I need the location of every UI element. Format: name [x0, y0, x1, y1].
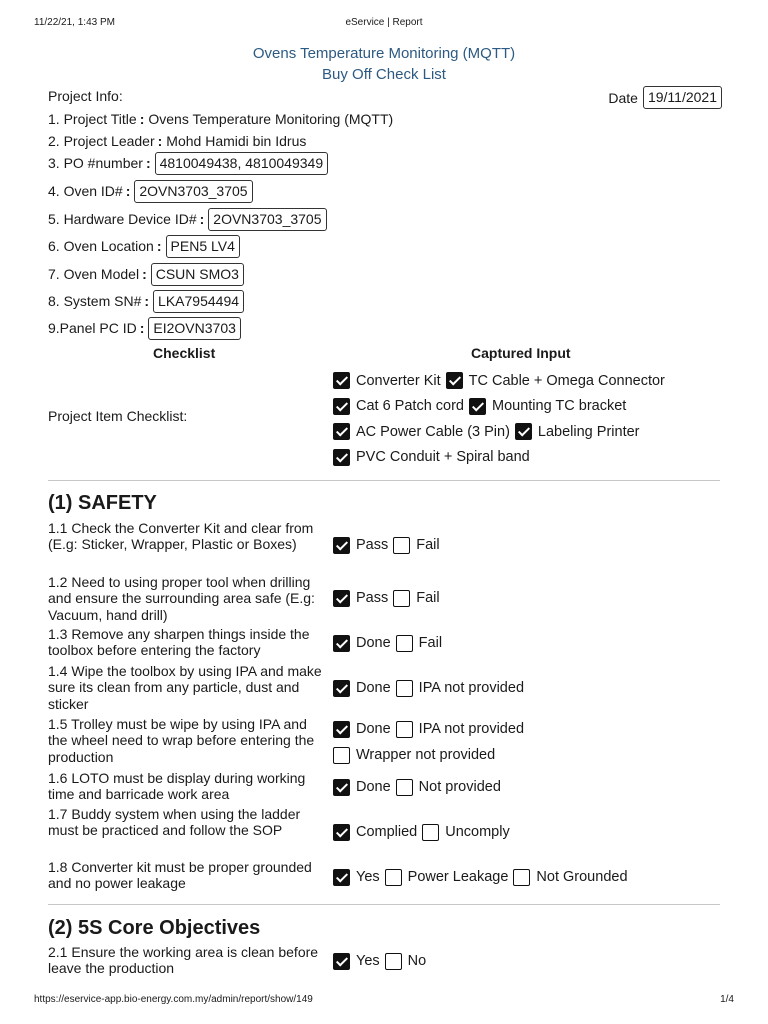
info-key: 5. Hardware Device ID# — [48, 211, 197, 227]
checkbox-checked[interactable] — [515, 423, 532, 440]
project-item-options — [333, 368, 753, 470]
date-field — [608, 86, 722, 109]
option-power-leakage[interactable]: Power Leakage — [385, 869, 514, 886]
checkbox-checked[interactable] — [333, 824, 350, 841]
checklist-item-1-2: 1.2 Need to using proper tool when drilling and ensure the surrounding area safe (E.g: Vacuum, hand drill) — [48, 574, 315, 623]
checkbox-checked[interactable] — [446, 372, 463, 389]
info-row-project-title: 1. Project Title : Ovens Temperature Monitoring (MQTT) — [48, 111, 394, 127]
checklist-item-1-1: 1.1 Check the Converter Kit and clear from (E.g: Sticker, Wrapper, Plastic or Boxes) — [48, 520, 314, 553]
checkbox-unchecked[interactable] — [393, 537, 410, 554]
info-key: 8. System SN# — [48, 293, 142, 309]
title-line-2: Buy Off Check List — [322, 66, 446, 83]
checkbox-unchecked[interactable] — [333, 747, 350, 764]
info-value-box: 4810049438, 4810049349 — [155, 152, 329, 175]
print-url: https://eservice-app.bio-energy.com.my/admin/report/show/149 — [34, 994, 313, 1005]
checkbox-unchecked[interactable] — [396, 721, 413, 738]
checklist-item-1-7: 1.7 Buddy system when using the ladder must be practiced and follow the SOP — [48, 806, 301, 839]
checkbox-unchecked[interactable] — [396, 680, 413, 697]
checkbox-checked[interactable] — [333, 635, 350, 652]
option-done[interactable]: Done — [333, 635, 396, 652]
checkbox-unchecked[interactable] — [396, 779, 413, 796]
item-options — [333, 950, 753, 972]
option-pass[interactable]: Pass — [333, 590, 393, 607]
checkbox-checked[interactable] — [333, 590, 350, 607]
column-header-checklist: Checklist — [153, 345, 216, 361]
checkbox-checked[interactable] — [333, 869, 350, 886]
section-heading-safety: (1) SAFETY — [48, 492, 157, 514]
info-value-box: CSUN SMO3 — [151, 263, 244, 286]
option[interactable]: AC Power Cable (3 Pin) — [333, 423, 515, 440]
checkbox-checked[interactable] — [333, 449, 350, 466]
info-value: Ovens Temperature Monitoring (MQTT) — [148, 111, 394, 127]
info-value-box: PEN5 LV4 — [166, 235, 240, 258]
info-key: 4. Oven ID# — [48, 183, 123, 199]
option-done[interactable]: Done — [333, 779, 396, 796]
option-fail[interactable]: Fail — [393, 590, 444, 607]
info-key: 7. Oven Model — [48, 266, 140, 282]
info-row-oven-location: 6. Oven Location : PEN5 LV4 — [48, 234, 240, 258]
checkbox-unchecked[interactable] — [422, 824, 439, 841]
option[interactable]: PVC Conduit + Spiral band — [333, 449, 535, 466]
checklist-item-1-3: 1.3 Remove any sharpen things inside the toolbox before entering the factory — [48, 626, 310, 659]
date-value: 19/11/2021 — [643, 86, 722, 109]
item-options — [333, 821, 753, 843]
divider — [48, 904, 720, 905]
item-options — [333, 534, 753, 556]
item-options — [333, 587, 753, 609]
option-fail[interactable]: Fail — [396, 635, 447, 652]
option[interactable]: Mounting TC bracket — [469, 398, 631, 415]
info-key: 9.Panel PC ID — [48, 320, 137, 336]
info-key: 2. Project Leader — [48, 133, 155, 149]
option-not-provided[interactable]: Not provided — [396, 779, 506, 796]
info-value-box: 2OVN3703_3705 — [208, 208, 326, 231]
checkbox-unchecked[interactable] — [393, 590, 410, 607]
option-yes[interactable]: Yes — [333, 953, 385, 970]
option-pass[interactable]: Pass — [333, 537, 393, 554]
checkbox-checked[interactable] — [333, 953, 350, 970]
checklist-item-1-8: 1.8 Converter kit must be proper grounded and no power leakage — [48, 859, 312, 892]
print-page-title: eService | Report — [345, 17, 423, 28]
checkbox-checked[interactable] — [333, 680, 350, 697]
option-done[interactable]: Done — [333, 721, 396, 738]
checkbox-unchecked[interactable] — [396, 635, 413, 652]
info-row-oven-model: 7. Oven Model : CSUN SMO3 — [48, 262, 244, 286]
checkbox-checked[interactable] — [333, 423, 350, 440]
checkbox-unchecked[interactable] — [513, 869, 530, 886]
print-header — [34, 17, 734, 31]
item-options — [333, 866, 753, 888]
item-options — [333, 718, 753, 766]
project-item-checklist-label: Project Item Checklist: — [48, 408, 188, 424]
option-not-grounded[interactable]: Not Grounded — [513, 869, 632, 886]
option[interactable]: Labeling Printer — [515, 423, 645, 440]
checkbox-checked[interactable] — [469, 398, 486, 415]
checkbox-checked[interactable] — [333, 721, 350, 738]
checkbox-unchecked[interactable] — [385, 953, 402, 970]
checklist-item-1-6: 1.6 LOTO must be display during working time and barricade work area — [48, 770, 306, 803]
checkbox-checked[interactable] — [333, 537, 350, 554]
info-value-box: EI2OVN3703 — [148, 317, 241, 340]
checkbox-checked[interactable] — [333, 372, 350, 389]
option-no[interactable]: No — [385, 953, 432, 970]
info-row-oven-id: 4. Oven ID# : 2OVN3703_3705 — [48, 179, 253, 203]
item-options — [333, 632, 753, 654]
project-info-label: Project Info: — [48, 88, 123, 104]
page-number: 1/4 — [720, 994, 734, 1005]
info-value-box: 2OVN3703_3705 — [134, 180, 252, 203]
option-fail[interactable]: Fail — [393, 537, 444, 554]
checklist-item-2-1: 2.1 Ensure the working area is clean before leave the production — [48, 944, 319, 977]
option[interactable]: TC Cable + Omega Connector — [446, 372, 670, 389]
option-ipa-not-provided[interactable]: IPA not provided — [396, 680, 529, 697]
item-options — [333, 776, 753, 798]
info-row-project-leader: 2. Project Leader : Mohd Hamidi bin Idrus — [48, 133, 307, 149]
checkbox-unchecked[interactable] — [385, 869, 402, 886]
option-uncomply[interactable]: Uncomply — [422, 824, 514, 841]
date-label: Date — [608, 89, 638, 106]
option-wrapper-not-provided[interactable]: Wrapper not provided — [333, 747, 500, 764]
option[interactable]: Cat 6 Patch cord — [333, 398, 469, 415]
checklist-item-1-4: 1.4 Wipe the toolbox by using IPA and make sure its clean from any particle, dust and sticker — [48, 663, 322, 712]
print-timestamp: 11/22/21, 1:43 PM — [34, 17, 115, 28]
info-row-system-sn: 8. System SN# : LKA7954494 — [48, 289, 244, 313]
info-row-panel-pc-id: 9.Panel PC ID : EI2OVN3703 — [48, 316, 241, 340]
option-yes[interactable]: Yes — [333, 869, 385, 886]
title-line-1: Ovens Temperature Monitoring (MQTT) — [252, 45, 516, 62]
section-heading-5s: (2) 5S Core Objectives — [48, 917, 261, 939]
item-options — [333, 677, 753, 699]
option-done[interactable]: Done — [333, 680, 396, 697]
checkbox-checked[interactable] — [333, 398, 350, 415]
info-key: 3. PO #number — [48, 155, 143, 171]
info-row-po-number: 3. PO #number : 4810049438, 4810049349 — [48, 151, 328, 175]
option-complied[interactable]: Complied — [333, 824, 422, 841]
checkbox-checked[interactable] — [333, 779, 350, 796]
option[interactable]: Converter Kit — [333, 372, 446, 389]
divider — [48, 480, 720, 481]
info-value: Mohd Hamidi bin Idrus — [166, 133, 307, 149]
checklist-item-1-5: 1.5 Trolley must be wipe by using IPA and the wheel need to wrap before entering the production — [48, 716, 315, 765]
option-ipa-not-provided[interactable]: IPA not provided — [396, 721, 529, 738]
info-key: 1. Project Title — [48, 111, 137, 127]
info-value-box: LKA7954494 — [153, 290, 244, 313]
info-row-hardware-device-id: 5. Hardware Device ID# : 2OVN3703_3705 — [48, 207, 327, 231]
document-title — [0, 43, 768, 85]
column-header-captured-input: Captured Input — [471, 345, 571, 361]
info-key: 6. Oven Location — [48, 238, 154, 254]
